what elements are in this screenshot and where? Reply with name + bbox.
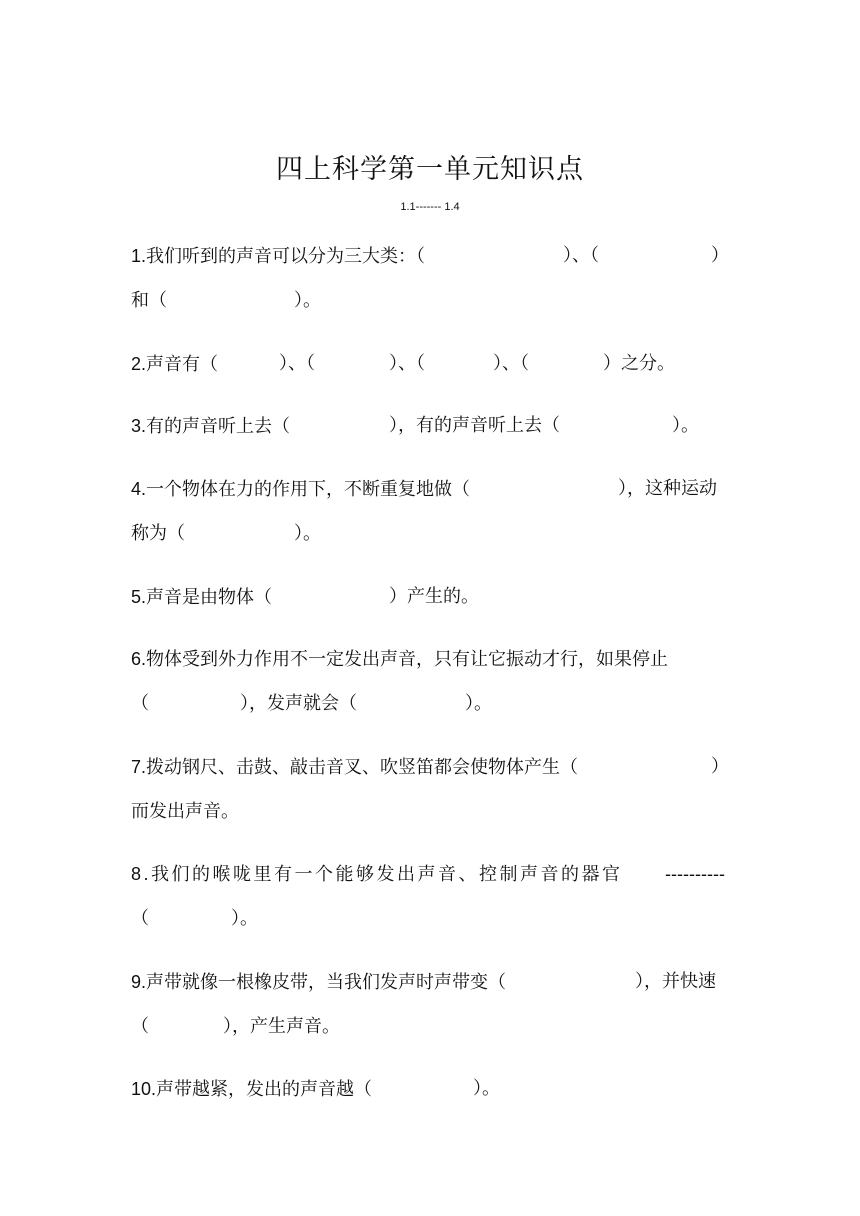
question-number: 3. [131, 416, 147, 436]
question-text: 称为（ [131, 523, 185, 544]
question-6-line-1 [131, 644, 731, 674]
question-4-line-1 [131, 474, 731, 504]
question-number: 8. [131, 864, 152, 884]
blank-close: ）。 [294, 290, 321, 311]
question-text-end: ）产生的。 [389, 586, 479, 607]
question-number: 2. [131, 354, 147, 374]
question-text: ），发声就会（ [240, 693, 357, 714]
page-subtitle: 1.1------- 1.4 [400, 201, 460, 213]
question-1-line-1 [131, 241, 731, 271]
question-number: 9. [131, 972, 147, 992]
blank-close: ）。 [672, 415, 699, 436]
blank-close: ）。 [473, 1078, 500, 1099]
question-9-line-2 [131, 1012, 731, 1042]
question-8-line-2 [131, 904, 731, 934]
question-number: 10. [131, 1079, 157, 1099]
question-5 [131, 582, 731, 612]
blank-close: ）。 [465, 693, 492, 714]
question-text: 一个物体在力的作用下，不断重复地做（ [146, 479, 471, 500]
question-text: 有的声音听上去（ [146, 416, 291, 437]
question-text: 声音有（ [146, 354, 219, 375]
question-text: 声带越紧，发出的声音越（ [156, 1079, 373, 1100]
question-text: 我们听到的声音可以分为三大类：（ [146, 246, 426, 267]
question-text: 声音是由物体（ [146, 587, 273, 608]
dash-leader: ---------- [665, 864, 725, 884]
blank-close: ）。 [294, 523, 321, 544]
question-number: 5. [131, 587, 147, 607]
question-text-end: ）之分。 [603, 353, 675, 374]
question-9-line-1 [131, 967, 731, 997]
blank-close: ）。 [231, 908, 258, 929]
question-text: 声带就像一根橡皮带，当我们发声时声带变（ [146, 972, 507, 993]
question-text: 我们的喉咙里有一个能够发出声音、控制声音的器官 [151, 864, 623, 885]
blank-separator: ）、（ [563, 245, 599, 266]
question-number: 7. [131, 757, 147, 777]
question-number: 6. [131, 649, 147, 669]
blank-open: （ [131, 1016, 149, 1037]
blank-separator: ）、（ [389, 353, 425, 374]
blank-separator: ）、（ [493, 353, 529, 374]
question-text: 拨动钢尺、击鼓、敲击音叉、吹竖笛都会使物体产生（ [146, 757, 579, 778]
question-10 [131, 1074, 731, 1104]
blank-separator: ）、（ [279, 353, 315, 374]
blank-open: （ [131, 908, 149, 929]
question-text: 物体受到外力作用不一定发出声音，只有让它振动才行，如果停止 [146, 649, 669, 670]
question-8-line-1 [131, 859, 731, 889]
question-text: 而发出声音。 [131, 801, 239, 822]
blank-close: ） [711, 756, 729, 777]
question-3 [131, 411, 731, 441]
question-1-line-2 [131, 286, 731, 316]
blank-close: ） [711, 245, 729, 266]
question-text-end: ），产生声音。 [223, 1016, 340, 1037]
question-7-line-1 [131, 752, 731, 782]
blank-open: （ [131, 693, 149, 714]
question-7-line-2 [131, 797, 731, 827]
question-text: ），这种运动 [618, 478, 717, 499]
question-4-line-2 [131, 519, 731, 549]
question-text: ），有的声音听上去（ [389, 415, 560, 436]
question-6-line-2 [131, 689, 731, 719]
question-text: 和（ [131, 290, 167, 311]
page-title: 四上科学第一单元知识点 [276, 154, 584, 185]
question-2 [131, 349, 731, 379]
question-text: ），并快速 [635, 971, 716, 992]
question-number: 4. [131, 479, 147, 499]
question-number: 1. [131, 246, 147, 266]
